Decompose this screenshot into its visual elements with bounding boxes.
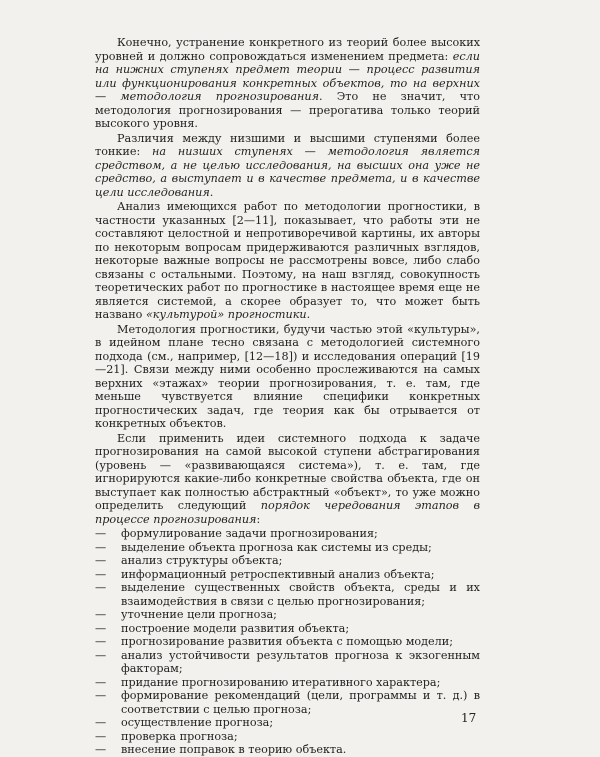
italic-text: порядок чередования этапов в процессе прогнозирования	[95, 499, 481, 526]
italic-text: на низших ступенях — методология является средством, а не целью исследования, на высших она уже не средство, а выступает и в качестве предмета, и в качестве цели исследования	[95, 145, 480, 199]
body-text: Различия между низшими и высшими ступенями более тонкие:	[95, 131, 480, 158]
list-item: — анализ структуры объекта;	[95, 554, 480, 568]
paragraph	[95, 432, 480, 527]
body-text: Методология прогностики, будучи частью этой «культуры», в идейном плане тесно связана с методологией системного подхода (см., например, [12—18]) и исследования операций [19—21]. Связи между ними особенно прослеживаются на самых верхних «этажах» теории прогнозирования, т. е. там, где меньше чувствуется влияние специфики конкретных прогностических задач, где теория как бы отрывается от конкретных объектов.	[95, 322, 480, 430]
list-item: — выделение существенных свойств объекта, среды и их взаимодействия в связи с целью прогнозирования;	[95, 581, 480, 608]
paragraph	[95, 36, 480, 131]
body-text: Если применить идеи системного подхода к задаче прогнозирования на самой высокой ступени абстрагирования (уровень — «развивающаяся система»), т. е. там, где игнорируются какие-либо конкретные свойства объекта, где он выступает как полностью абстрактный «объект», то уже можно определить следующий	[95, 431, 480, 512]
paragraphs	[95, 36, 480, 526]
list-item: — анализ устойчивости результатов прогноза к экзогенным факторам;	[95, 649, 480, 676]
page-text	[95, 36, 480, 757]
list-item: — проверка прогноза;	[95, 730, 480, 744]
paragraph	[95, 132, 480, 200]
italic-text: «культурой» прогностики	[145, 308, 307, 321]
list-item: — выделение объекта прогноза как системы из среды;	[95, 541, 480, 555]
list-item: — формирование рекомендаций (цели, программы и т. д.) в соответствии с целью прогноза;	[95, 689, 480, 716]
body-text: . Это не значит, что методология прогнозирования — прерогатива только теорий высокого уровня.	[95, 90, 480, 130]
paragraph	[95, 323, 480, 431]
page-number: 17	[461, 711, 477, 725]
body-text: :	[256, 512, 261, 526]
list-item: — формулирование задачи прогнозирования;	[95, 527, 480, 541]
body-text: .	[209, 185, 214, 199]
list-item: — информационный ретроспективный анализ объекта;	[95, 568, 480, 582]
list-item: — придание прогнозированию итеративного характера;	[95, 676, 480, 690]
body-text: .	[306, 308, 311, 321]
list-item: — прогнозирование развития объекта с помощью модели;	[95, 635, 480, 649]
body-text: Анализ имеющихся работ по методологии прогностики, в частности указанных [2—11], показывает, что работы эти не составляют целостной и непротиворечивой картины, их авторы по некоторым вопросам придерживаются различных взглядов, некоторые важные вопросы не рассмотрены вовсе, либо слабо связаны с остальными. Поэтому, на наш взгляд, совокупность теоретических работ по прогностике в настоящее время еще не является системой, а скорее образует то, что может быть названо	[95, 200, 480, 321]
paragraph	[95, 200, 480, 322]
list-item: — внесение поправок в теорию объекта.	[95, 743, 480, 757]
list-item: — построение модели развития объекта;	[95, 622, 480, 636]
list-item: — уточнение цели прогноза;	[95, 608, 480, 622]
italic-text: если на нижних ступенях предмет теории — процесс развития или функционирования конкретных объектов, то на верхних — методология прогнозирования	[95, 49, 480, 103]
forecasting-steps-list	[95, 527, 480, 757]
body-text: Конечно, устранение конкретного из теорий более высоких уровней и должно сопровождаться изменением предмета:	[95, 36, 480, 63]
list-item: — осуществление прогноза;	[95, 716, 480, 730]
